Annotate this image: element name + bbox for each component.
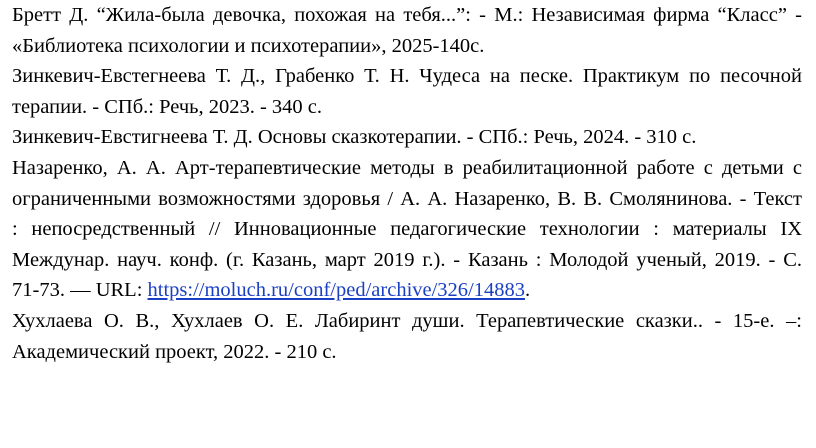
url-suffix: .	[525, 279, 531, 302]
reference-line: Зинкевич-Евстигнеева Т. Д. Основы сказкотерапии. - СПб.: Речь, 2024. - 310 с.	[12, 126, 697, 149]
reference-line: Междунар. науч. конф. (г. Казань, март 2019 г.). - Казань : Молодой ученый, 2019. - С.	[12, 248, 802, 271]
reference-line: Академический проект, 2022. - 210 с.	[12, 340, 337, 363]
reference-line: : непосредственный // Инновационные педагогические технологии : материалы IX	[12, 218, 802, 241]
reference-list	[12, 0, 802, 367]
reference-line: Хухлаева О. В., Хухлаев О. Е. Лабиринт души. Терапевтические сказки.. - 15-е. –:	[12, 309, 802, 332]
reference-line: Назаренко, А. А. Арт-терапевтические методы в реабилитационной работе с детьми с	[12, 156, 802, 179]
reference-entry-brett	[12, 0, 802, 61]
reference-line: ограниченными возможностями здоровья / А. А. Назаренко, В. В. Смолянинова. - Текст	[12, 187, 802, 210]
reference-line: Зинкевич-Евстегнеева Т. Д., Грабенко Т. Н. Чудеса на песке. Практикум по песочной	[12, 65, 802, 88]
reference-url-link[interactable]: https://moluch.ru/conf/ped/archive/326/14883	[147, 279, 525, 302]
reference-line: Бретт Д. “Жила-была девочка, похожая на тебя...”: - М.: Независимая фирма “Класс” -	[12, 4, 802, 26]
url-prefix: 71-73. — URL:	[12, 279, 148, 302]
reference-entry-khukhlaeva	[12, 306, 802, 367]
reference-line-with-url	[12, 275, 802, 306]
reference-entry-zinkevich-skazkoterapiya	[12, 122, 802, 153]
reference-line: терапии. - СПб.: Речь, 2023. - 340 с.	[12, 95, 323, 118]
reference-entry-zinkevich-grabenko	[12, 61, 802, 122]
reference-entry-nazarenko	[12, 153, 802, 306]
reference-line: «Библиотека психологии и психотерапии», 2025-140с.	[12, 34, 485, 57]
